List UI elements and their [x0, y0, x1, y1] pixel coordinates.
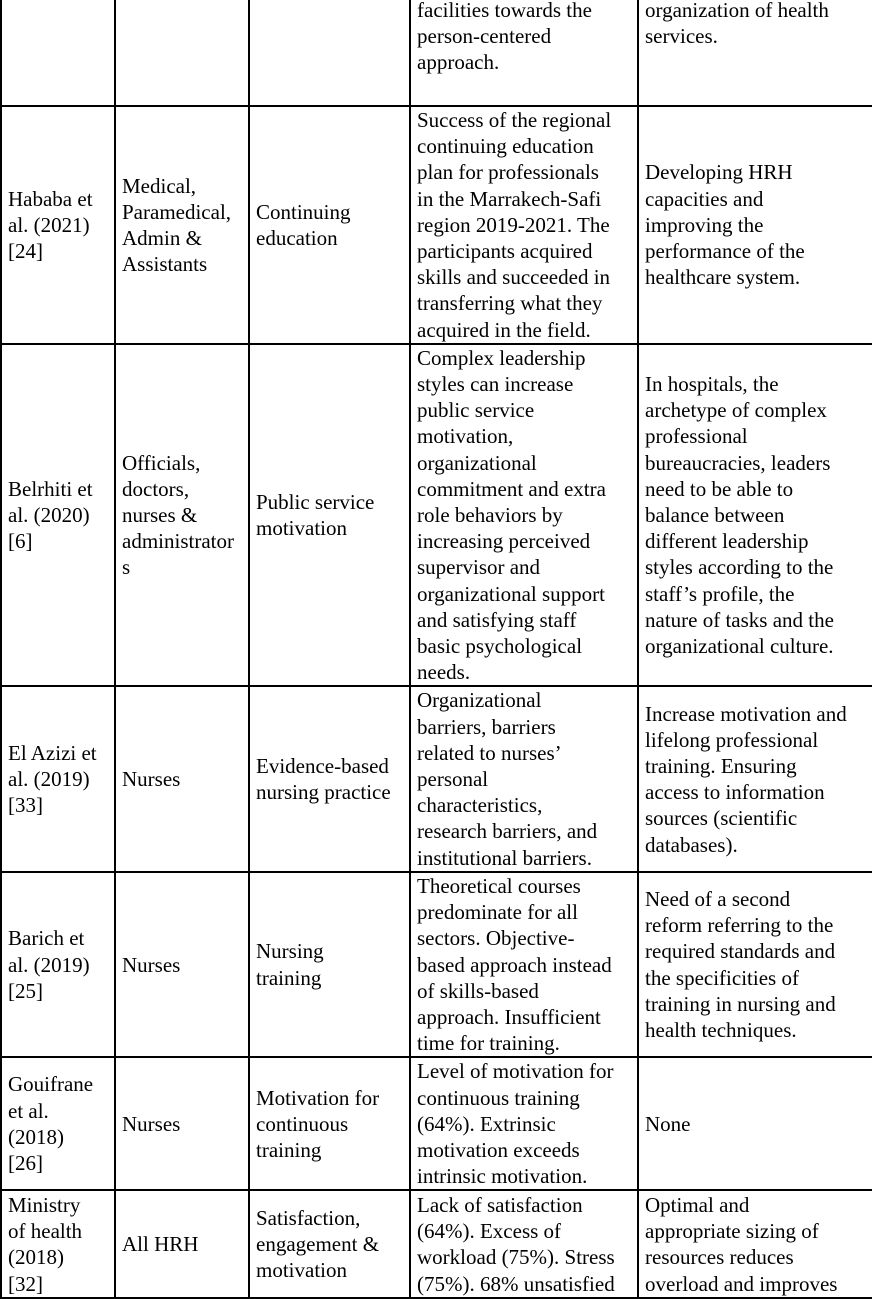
theme-cell	[249, 0, 410, 106]
theme-cell: Evidence-based nursing practice	[249, 686, 410, 871]
findings-cell: facilities towards the person-centered approach.	[410, 0, 638, 106]
recommendations-cell: organization of health services.	[638, 0, 872, 106]
recommendations-cell: Optimal and appropriate sizing of resources reduces overload and improves	[638, 1190, 872, 1298]
recommendations-cell: Developing HRH capacities and improving the performance of the healthcare system.	[638, 106, 872, 344]
recommendations-cell: None	[638, 1057, 872, 1190]
participants-cell: Nurses	[115, 686, 249, 871]
study-cell	[1, 0, 115, 106]
study-cell: Gouifrane et al. (2018) [26]	[1, 1057, 115, 1190]
table-row	[1, 686, 872, 871]
participants-cell: Nurses	[115, 872, 249, 1057]
findings-cell: Success of the regional continuing education plan for professionals in the Marrakech-Safi region 2019-2021. The participants acquired skills and succeeded in transferring what they acquired in the field.	[410, 106, 638, 344]
participants-cell	[115, 0, 249, 106]
table-row	[1, 0, 872, 106]
findings-cell: Lack of satisfaction (64%). Excess of workload (75%). Stress (75%). 68% unsatisfied	[410, 1190, 638, 1298]
study-cell: Hababa et al. (2021) [24]	[1, 106, 115, 344]
recommendations-cell: Increase motivation and lifelong professional training. Ensuring access to information sources (scientific databases).	[638, 686, 872, 871]
table-row	[1, 106, 872, 344]
study-cell: Belrhiti et al. (2020) [6]	[1, 344, 115, 687]
findings-cell: Theoretical courses predominate for all sectors. Objective- based approach instead of skills-based approach. Insufficient time for training.	[410, 872, 638, 1057]
theme-cell: Motivation for continuous training	[249, 1057, 410, 1190]
theme-cell: Public service motivation	[249, 344, 410, 687]
findings-cell: Level of motivation for continuous training (64%). Extrinsic motivation exceeds intrinsic motivation.	[410, 1057, 638, 1190]
theme-cell: Continuing education	[249, 106, 410, 344]
table-row	[1, 872, 872, 1057]
participants-cell: Officials, doctors, nurses & administrator s	[115, 344, 249, 687]
study-cell: Barich et al. (2019) [25]	[1, 872, 115, 1057]
theme-cell: Satisfaction, engagement & motivation	[249, 1190, 410, 1298]
table-row	[1, 1057, 872, 1190]
theme-cell: Nursing training	[249, 872, 410, 1057]
study-cell: Ministry of health (2018) [32]	[1, 1190, 115, 1298]
findings-cell: Organizational barriers, barriers related to nurses’ personal characteristics, research barriers, and institutional barriers.	[410, 686, 638, 871]
participants-cell: Medical, Paramedical, Admin & Assistants	[115, 106, 249, 344]
study-cell: El Azizi et al. (2019) [33]	[1, 686, 115, 871]
table-row	[1, 1190, 872, 1298]
participants-cell: Nurses	[115, 1057, 249, 1190]
table-row	[1, 344, 872, 687]
findings-cell: Complex leadership styles can increase public service motivation, organizational commitment and extra role behaviors by increasing perceived supervisor and organizational support and satisfying staff basic psychological needs.	[410, 344, 638, 687]
recommendations-cell: Need of a second reform referring to the required standards and the specificities of training in nursing and health techniques.	[638, 872, 872, 1057]
participants-cell: All HRH	[115, 1190, 249, 1298]
recommendations-cell: In hospitals, the archetype of complex professional bureaucracies, leaders need to be able to balance between different leadership styles according to the staff’s profile, the nature of tasks and the organizational culture.	[638, 344, 872, 687]
